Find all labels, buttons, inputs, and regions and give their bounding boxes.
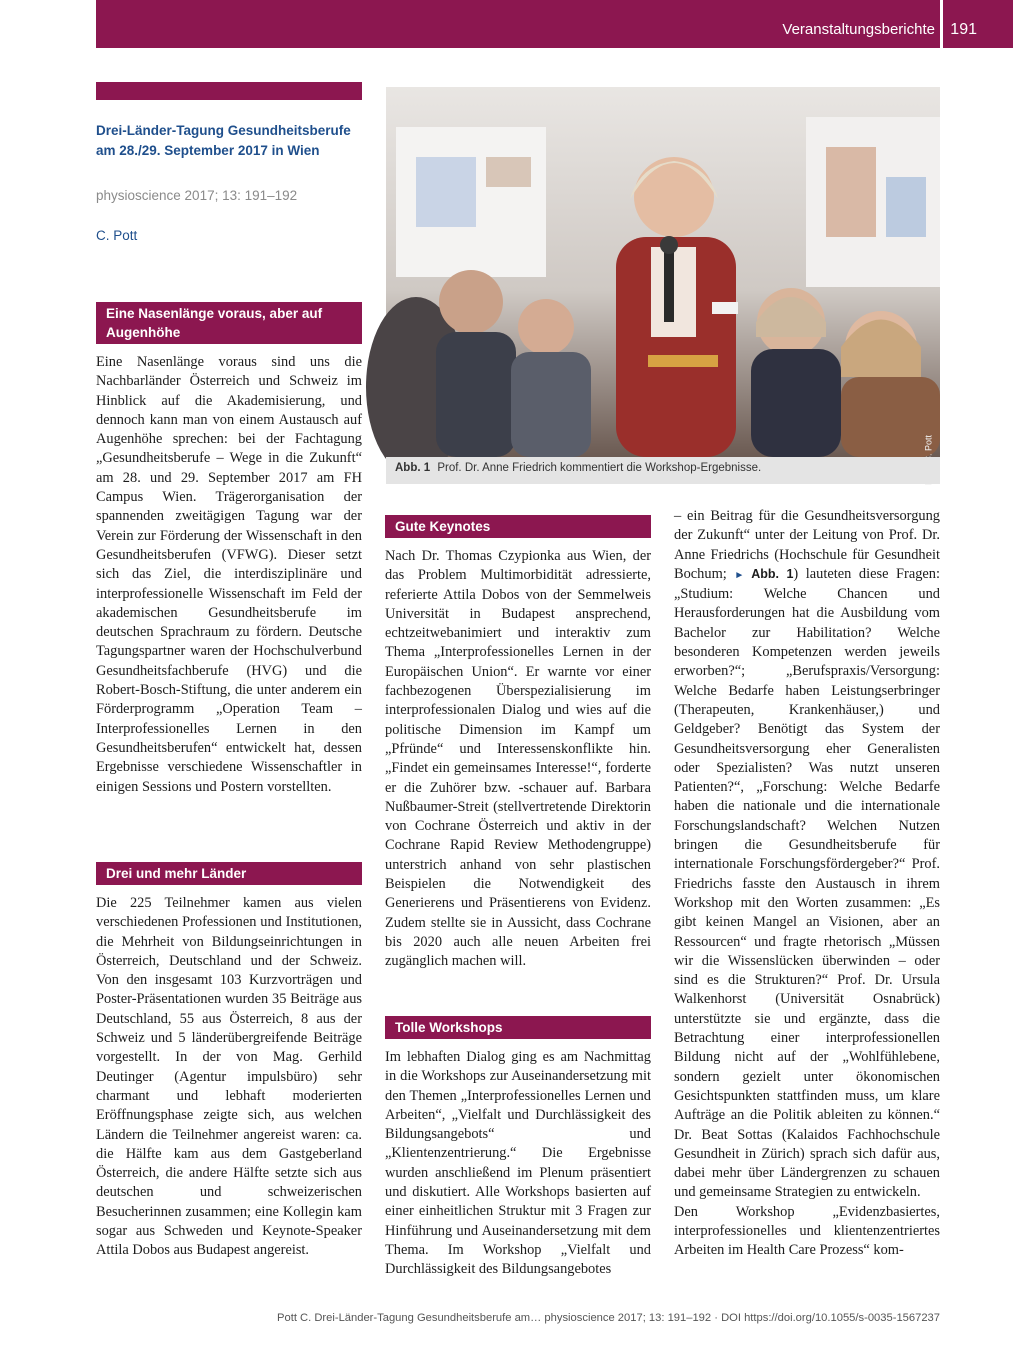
section-body: [385, 547, 651, 972]
section-workshops-continued: [674, 507, 940, 1261]
caption-text: Prof. Dr. Anne Friedrich kommentiert die Workshop-Ergebnisse.: [437, 462, 762, 474]
paragraph: Im lebhaften Dialog ging es am Nachmittag in die Workshops zur Auseinandersetzung mit den Themen „Interprofessionelles Lernen und Arbeiten“, „Vielfalt und Durchlässigkeit des Bildungsangebots“ und „Klientenzentrierung.“ Die Ergebnisse wurden anschließend im Plenum präsentiert und diskutiert. Alle Workshops basierten auf einer einheitlichen Struktur mit 3 Fragen zur Hinführung und Auseinandersetzung mit dem Thema. Im Workshop „Vielfalt und Durchlässigkeit des Bildungsangebotes: [385, 1049, 651, 1278]
figure-caption: [386, 457, 940, 484]
section-body: [674, 507, 940, 1261]
figure-photo: [386, 87, 940, 457]
article-title-line-1: Drei-Länder-Tagung Gesundheitsberufe: [96, 123, 351, 138]
conference-photo: [386, 87, 940, 457]
section-label: Veranstaltungsberichte: [782, 21, 935, 38]
paragraph: Eine Nasenlänge voraus sind uns die Nachbarländer Österreich und Schweiz im Hinblick auf die Akademisierung, und dennoch kann man von einem Austausch auf Augenhöhe sprechen: bei der Fachtagung „Gesundheitsberufe – Wege in die Zukunft“ am 28. und 29. September 2017 am FH Campus Wien. Trägerorganisation der spannenden zweitägigen Tagung war der Verein zur Förderung der Wissenschaft in den Gesundheitsberufen (VFWG). Dieser setzt sich das Ziel, die interdisziplinäre und interprofessionelle Wissenschaft im Feld der akademischen Gesundheitsberufe im deutschen Sprachraum zu fördern. Deutsche Tagungspartner waren der Hochschulverbund Gesundheitsfachberufe (HVG) und die Robert-Bosch-Stiftung, die unter anderem ein Förderprogramm „Operation Team – Interprofessionelles Lernen in den Gesundheitsberufen“ entwickelt hat, dessen Ergebnisse verschiedene Wissenschaftler in einigen Sessions und Postern vorstellten.: [96, 354, 362, 795]
page-footer-citation: Pott C. Drei-Länder-Tagung Gesundheitsberufe am… physioscience 2017; 13: 191–192 · DOI https://doi.org/10.1055/s-0035-1567237: [277, 1312, 940, 1324]
author-name: C. Pott: [96, 228, 138, 243]
section-body: [96, 894, 362, 1261]
section-drei-laender: [96, 862, 362, 1261]
text-segment: ) lauteten diese Fragen: „Studium: Welche Chancen und Herausforderungen hat die Ausbildung vom Bachelor zur Habilitation? Welche besonderen Kompetenzen werden jeweils erworben?“; „Berufspraxis/Versorgung: Welche Bedarfe haben Leistungserbringer (Therapeuten, Krankenhäuser,) und Geldgeber? Benötigt das System der Gesundheitsversorgung eher Generalisten oder Spezialisten? Was nutzt unseren Patienten?“, „Forschung: Welche Bedarfe haben die nationale und die internationale Forschungslandschaft? Welchen Nutzen bringen die Gesundheitsberufe für internationale Forschungsfördergeber?“ Prof. Friedrichs fasste den Austausch in ihrem Workshop mit den Worten zusammen: „Es gibt keinen Mangel an Visionen, aber an Ressourcen“ und fragte rhetorisch „Müssen wir die Wissenslücken überwinden – oder sind es die Strukturen?“ Prof. Dr. Ursula Walkenhorst (Universität Osnabrück) unterstützte sie und ergänzte, dass die Betrachtung einer interprofessionellen Bildung nicht auf der „Wohlfühlebene, sondern gezielt unter ökonomischen Gesichtspunkten stattfinden muss, um klare Aufträge an die Politik ableiten zu können.“ Dr. Beat Sottas (Kalaidos Fachhochschule Gesundheit in Zürich) sprach sich dafür aus, dabei mehr über Ländergrenzen zu schauen und gemeinsame Strategien zu entwickeln.: [674, 565, 940, 1201]
article-title: [96, 121, 366, 161]
header-divider: [940, 0, 943, 48]
section-nasenlaenge: [96, 302, 362, 797]
arrow-right-icon: ►: [734, 569, 745, 581]
journal-citation: physioscience 2017; 13: 191–192: [96, 188, 298, 203]
figure-reference-link[interactable]: [734, 567, 793, 581]
section-tolle-workshops: [385, 1016, 651, 1280]
section-body: [96, 353, 362, 797]
caption-label: Abb. 1: [395, 462, 431, 474]
article-title-line-2: am 28./29. September 2017 in Wien: [96, 143, 320, 158]
paragraph: Den Workshop „Evidenzbasiertes, interprofessionelles und klientenzentriertes Arbeiten im Health Care Prozess“ kom-: [674, 1203, 940, 1259]
text-segment: – ein Beitrag für die Gesundheitsversorgung der Zukunft“ unter der Leitung von Prof. Dr. Anne Friedrichs (Hochschule für Gesundheit Bochum;: [674, 508, 940, 582]
paragraph: [674, 507, 940, 1203]
page-number: 191: [950, 21, 977, 38]
paragraph: Die 225 Teilnehmer kamen aus vielen verschiedenen Professionen und Institutionen, die Mehrheit von Bildungseinrichtungen in Österreich, Deutschland und der Schweiz. Von den insgesamt 103 Kurzvorträgen und Poster-Präsentationen wurden 35 Beiträge aus Deutschland, 55 aus Österreich, 8 aus der Schweiz und 5 länderübergreifende Beiträge vorgestellt. In der von Mag. Gerhild Deutinger (Agentur impulsbüro) sehr charmant und lebhaft moderierten Eröffnungsphase zeigte sich, aus welchen Ländern die Teilnehmer angereist waren: ca. die Hälfte kam aus dem Gastgeberland Österreich, die andere Hälfte setzte sich aus deutschen und schweizerischen Besucherinnen zusammen; eine Kollegin kam sogar aus Schweden und Keynote-Speaker Attila Dobos aus Budapest angereist.: [96, 895, 362, 1259]
section-heading: Gute Keynotes: [385, 515, 651, 538]
section-gute-keynotes: [385, 515, 651, 972]
section-heading: Eine Nasenlänge voraus, aber auf Augenhöhe: [96, 302, 362, 344]
paragraph: Nach Dr. Thomas Czypionka aus Wien, der das Problem Multimorbidität adressierte, referierte Attila Dobos von der Semmelweis Universität in Budapest ansprechend, echtzeitwebanimiert und interaktiv zum Thema „Interprofessionelles Lernen in der Europäischen Union“. Er warnte vor einer fachbezogenen Überspezialisierung im interprofessionalen Dialog und wies auf die politische Dimension im Kampf um „Pfründe“ und Interessenskonflikte hin. „Findet ein gemeinsames Interesse!“, forderte er die Zuhörer bzw. -schauer auf. Barbara Nußbaumer-Streit (stellvertretende Direktorin von Cochrane Österreich und aktiv in der Cochrane Rapid Review Methodengruppe) unterstrich anhand von sehr plastischen Beispielen die Notwendigkeit des Generierens und Präsentierens von Evidenz. Zudem stellte sie in Aussicht, dass Cochrane bis 2020 auch alle neuen Arbeiten frei zugänglich machen will.: [385, 548, 651, 970]
section-heading: Tolle Workshops: [385, 1016, 651, 1039]
section-heading: Drei und mehr Länder: [96, 862, 362, 885]
section-body: [385, 1048, 651, 1280]
running-header: [96, 0, 1013, 48]
title-accent-bar: [96, 82, 362, 100]
figure-reference-label: Abb. 1: [751, 566, 794, 581]
